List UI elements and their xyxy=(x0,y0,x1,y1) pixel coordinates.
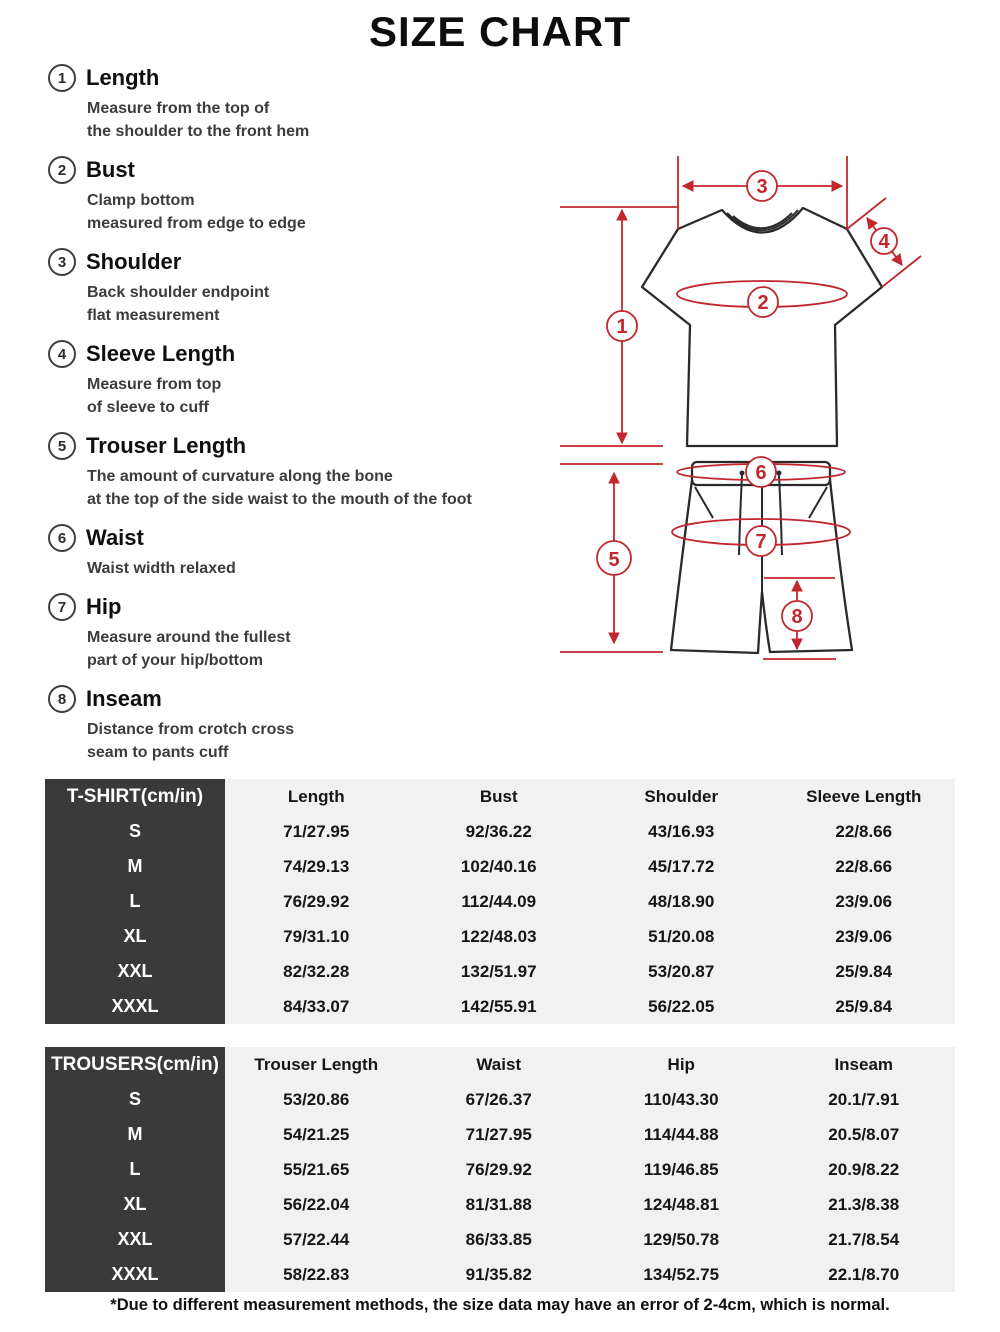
measurement-description-line: part of your hip/bottom xyxy=(87,652,263,669)
measurement-description-line: The amount of curvature along the bone xyxy=(87,468,393,485)
value-cell: 79/31.10 xyxy=(225,919,408,954)
column-header: Shoulder xyxy=(590,779,773,814)
table-header-row xyxy=(45,779,955,814)
table-row xyxy=(45,954,955,989)
value-cell: 74/29.13 xyxy=(225,849,408,884)
measurement-number-badge: 8 xyxy=(48,685,76,713)
value-cell: 110/43.30 xyxy=(590,1082,773,1117)
value-cell: 122/48.03 xyxy=(408,919,591,954)
size-label: XL xyxy=(45,919,225,954)
diagram-badge-3: 3 xyxy=(756,176,768,198)
table-row xyxy=(45,849,955,884)
value-cell: 134/52.75 xyxy=(590,1257,773,1292)
column-header: Inseam xyxy=(773,1047,956,1082)
value-cell: 53/20.87 xyxy=(590,954,773,989)
size-label: S xyxy=(45,1082,225,1117)
value-cell: 22/8.66 xyxy=(773,849,956,884)
measurement-description-line: Measure from top xyxy=(87,376,222,393)
value-cell: 112/44.09 xyxy=(408,884,591,919)
measurement-number-badge: 6 xyxy=(48,524,76,552)
measurement-description-line: Waist width relaxed xyxy=(87,560,236,577)
measurement-item xyxy=(48,685,573,764)
measurement-description-line: flat measurement xyxy=(87,307,220,324)
size-label: M xyxy=(45,849,225,884)
diagram-badge-6: 6 xyxy=(755,462,767,484)
table-row xyxy=(45,1117,955,1152)
footnote: *Due to different measurement methods, the size data may have an error of 2-4cm, which is normal. xyxy=(110,1296,890,1314)
value-cell: 102/40.16 xyxy=(408,849,591,884)
size-label: XXXL xyxy=(45,989,225,1024)
measurement-number-badge: 1 xyxy=(48,64,76,92)
measurement-number-badge: 3 xyxy=(48,248,76,276)
measurement-item xyxy=(48,64,573,143)
value-cell: 22.1/8.70 xyxy=(773,1257,956,1292)
size-label: S xyxy=(45,814,225,849)
value-cell: 114/44.88 xyxy=(590,1117,773,1152)
value-cell: 129/50.78 xyxy=(590,1222,773,1257)
diagram-badge-7: 7 xyxy=(755,531,767,553)
measurement-item xyxy=(48,156,573,235)
measurement-title: Shoulder xyxy=(86,249,182,274)
table-header-row xyxy=(45,1047,955,1082)
value-cell: 84/33.07 xyxy=(225,989,408,1024)
column-header: Waist xyxy=(408,1047,591,1082)
measurement-description-line: measured from edge to edge xyxy=(87,215,306,232)
size-label: M xyxy=(45,1117,225,1152)
measurement-title: Bust xyxy=(86,157,135,182)
size-table xyxy=(45,779,955,1024)
value-cell: 92/36.22 xyxy=(408,814,591,849)
value-cell: 21.3/8.38 xyxy=(773,1187,956,1222)
size-label: XXL xyxy=(45,954,225,989)
measurement-item xyxy=(48,248,573,327)
value-cell: 86/33.85 xyxy=(408,1222,591,1257)
measurement-heading xyxy=(48,593,573,621)
size-label: L xyxy=(45,1152,225,1187)
value-cell: 82/32.28 xyxy=(225,954,408,989)
diagram-badge-2: 2 xyxy=(757,292,769,314)
value-cell: 51/20.08 xyxy=(590,919,773,954)
measurement-description-line: at the top of the side waist to the mouth of the foot xyxy=(87,491,472,508)
column-header: Hip xyxy=(590,1047,773,1082)
value-cell: 124/48.81 xyxy=(590,1187,773,1222)
measurement-legend xyxy=(48,64,573,777)
table-row xyxy=(45,1222,955,1257)
value-cell: 25/9.84 xyxy=(773,954,956,989)
measurement-description-line: Distance from crotch cross xyxy=(87,721,295,738)
value-cell: 71/27.95 xyxy=(225,814,408,849)
value-cell: 43/16.93 xyxy=(590,814,773,849)
measurement-heading xyxy=(48,64,573,92)
measurement-heading xyxy=(48,524,573,552)
measurement-item xyxy=(48,432,573,511)
measurement-description-line: of sleeve to cuff xyxy=(87,399,209,416)
value-cell: 119/46.85 xyxy=(590,1152,773,1187)
size-label: XL xyxy=(45,1187,225,1222)
measurement-number-badge: 2 xyxy=(48,156,76,184)
table-row xyxy=(45,989,955,1024)
value-cell: 57/22.44 xyxy=(225,1222,408,1257)
value-cell: 142/55.91 xyxy=(408,989,591,1024)
measurement-title: Inseam xyxy=(86,686,162,711)
table-corner-label: TROUSERS(cm/in) xyxy=(45,1047,225,1082)
size-label: XXL xyxy=(45,1222,225,1257)
measurement-title: Sleeve Length xyxy=(86,341,236,366)
value-cell: 56/22.04 xyxy=(225,1187,408,1222)
value-cell: 20.1/7.91 xyxy=(773,1082,956,1117)
measurement-number-badge: 5 xyxy=(48,432,76,460)
measurement-heading xyxy=(48,432,573,460)
value-cell: 23/9.06 xyxy=(773,919,956,954)
value-cell: 48/18.90 xyxy=(590,884,773,919)
diagram-badge-8: 8 xyxy=(791,606,803,628)
page-title: SIZE CHART xyxy=(369,8,631,55)
table-row xyxy=(45,1257,955,1292)
measurement-description-line: Measure from the top of xyxy=(87,100,270,117)
column-header: Length xyxy=(225,779,408,814)
table-row xyxy=(45,884,955,919)
column-header: Trouser Length xyxy=(225,1047,408,1082)
measurement-description-line: Measure around the fullest xyxy=(87,629,291,646)
measurement-heading xyxy=(48,156,573,184)
measurement-description-line: the shoulder to the front hem xyxy=(87,123,310,140)
value-cell: 22/8.66 xyxy=(773,814,956,849)
measurement-description-line: seam to pants cuff xyxy=(87,744,229,761)
measurement-number-badge: 4 xyxy=(48,340,76,368)
garment-measurement-diagram xyxy=(555,150,1000,670)
value-cell: 67/26.37 xyxy=(408,1082,591,1117)
measurement-item xyxy=(48,524,573,580)
value-cell: 20.9/8.22 xyxy=(773,1152,956,1187)
value-cell: 58/22.83 xyxy=(225,1257,408,1292)
measurement-description-line: Clamp bottom xyxy=(87,192,195,209)
measurement-heading xyxy=(48,340,573,368)
value-cell: 20.5/8.07 xyxy=(773,1117,956,1152)
value-cell: 81/31.88 xyxy=(408,1187,591,1222)
column-header: Bust xyxy=(408,779,591,814)
table-row xyxy=(45,919,955,954)
table-row xyxy=(45,814,955,849)
value-cell: 132/51.97 xyxy=(408,954,591,989)
value-cell: 45/17.72 xyxy=(590,849,773,884)
size-label: L xyxy=(45,884,225,919)
measurement-description-line: Back shoulder endpoint xyxy=(87,284,270,301)
value-cell: 25/9.84 xyxy=(773,989,956,1024)
tshirt-drawing xyxy=(642,208,882,446)
size-label: XXXL xyxy=(45,1257,225,1292)
size-table xyxy=(45,1047,955,1292)
shorts-drawing xyxy=(671,462,852,653)
value-cell: 53/20.86 xyxy=(225,1082,408,1117)
diagram-badge-1: 1 xyxy=(616,316,628,338)
measurement-number-badge: 7 xyxy=(48,593,76,621)
measurement-item xyxy=(48,340,573,419)
measurement-item xyxy=(48,593,573,672)
value-cell: 23/9.06 xyxy=(773,884,956,919)
tshirt-size-table xyxy=(45,779,955,1024)
measurement-title: Hip xyxy=(86,594,122,619)
diagram-badge-4: 4 xyxy=(878,231,890,253)
value-cell: 55/21.65 xyxy=(225,1152,408,1187)
value-cell: 76/29.92 xyxy=(225,884,408,919)
value-cell: 21.7/8.54 xyxy=(773,1222,956,1257)
value-cell: 91/35.82 xyxy=(408,1257,591,1292)
measurement-heading xyxy=(48,685,573,713)
diagram-badge-5: 5 xyxy=(608,549,620,571)
measurement-title: Trouser Length xyxy=(86,433,247,458)
measurement-title: Waist xyxy=(86,525,144,550)
table-corner-label: T-SHIRT(cm/in) xyxy=(45,779,225,814)
table-row xyxy=(45,1152,955,1187)
table-row xyxy=(45,1082,955,1117)
measurement-title: Length xyxy=(86,65,160,90)
value-cell: 54/21.25 xyxy=(225,1117,408,1152)
measurement-heading xyxy=(48,248,573,276)
trousers-size-table xyxy=(45,1047,955,1292)
value-cell: 56/22.05 xyxy=(590,989,773,1024)
table-row xyxy=(45,1187,955,1222)
value-cell: 76/29.92 xyxy=(408,1152,591,1187)
value-cell: 71/27.95 xyxy=(408,1117,591,1152)
column-header: Sleeve Length xyxy=(773,779,956,814)
